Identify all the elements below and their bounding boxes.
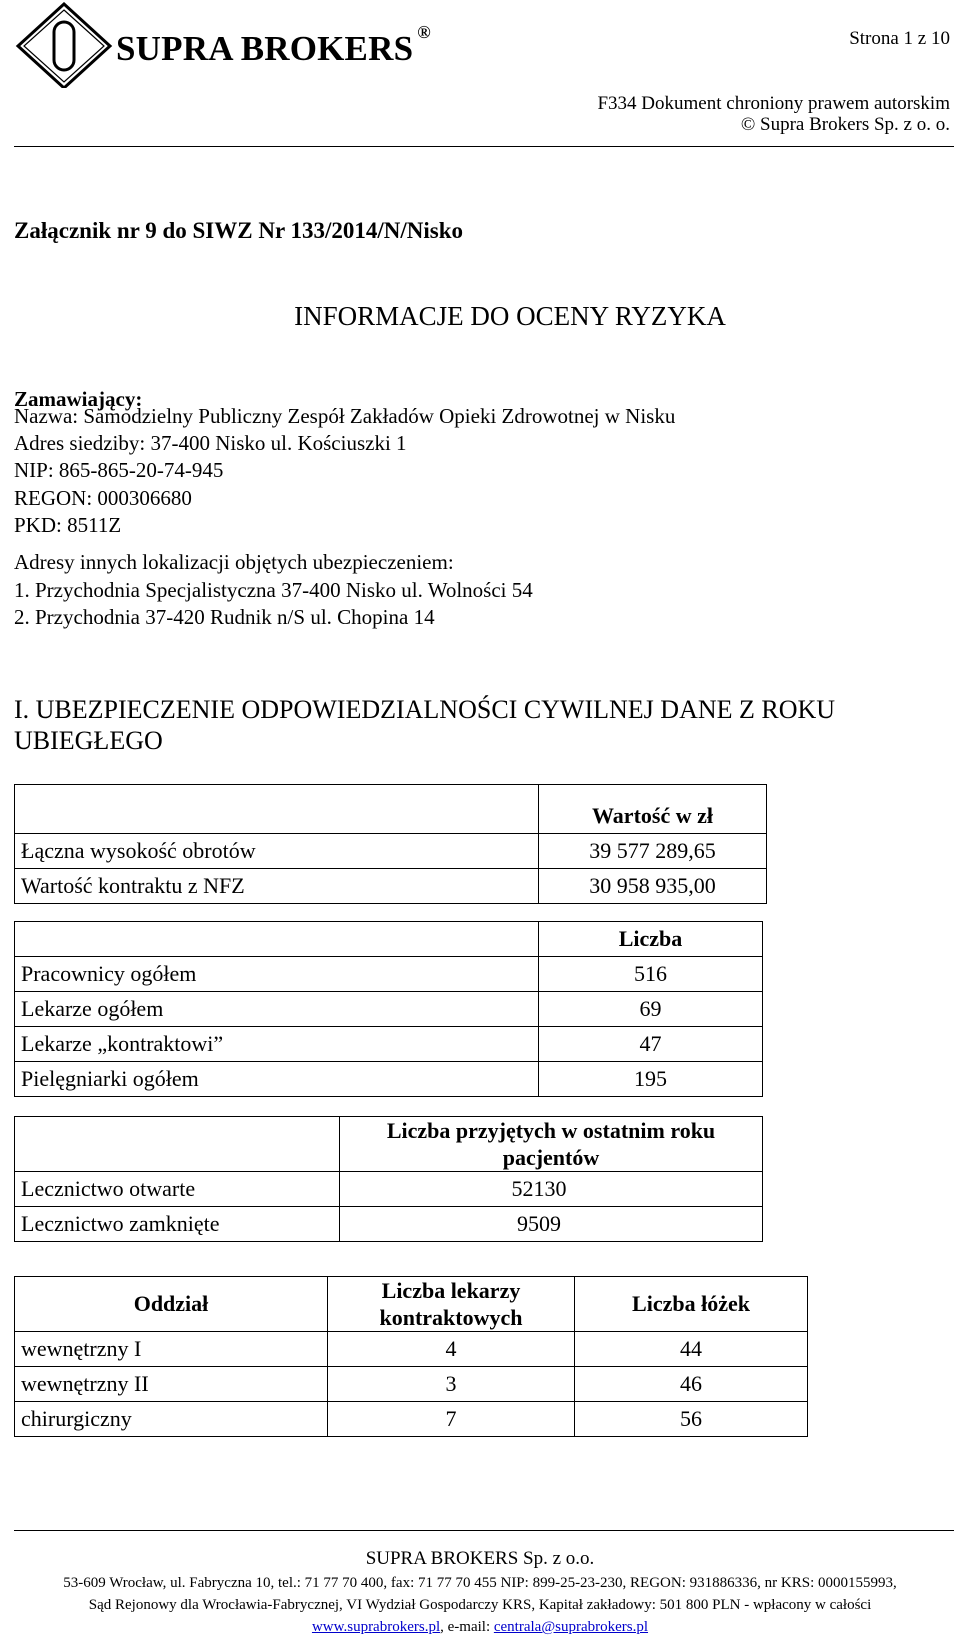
table-cell-value: 56 [575, 1402, 808, 1437]
registered-mark: ® [417, 22, 431, 42]
table-header: Liczba lekarzy kontraktowych [328, 1277, 575, 1332]
table-cell-label: wewnętrzny II [15, 1367, 328, 1402]
client-nip: NIP: 865-865-20-74-945 [14, 458, 224, 482]
footer-company: SUPRA BROKERS Sp. z o.o. [365, 1548, 595, 1569]
table-cell-empty [15, 1117, 340, 1172]
table-row [15, 1062, 763, 1097]
table-row [15, 1117, 763, 1172]
table-cell-value: 52130 [340, 1172, 763, 1207]
email-link[interactable]: centrala@suprabrokers.pl [493, 1619, 649, 1635]
table-cell-value: 44 [575, 1332, 808, 1367]
header-divider [14, 146, 954, 147]
table-row [15, 992, 763, 1027]
table-cell-label: wewnętrzny I [15, 1332, 328, 1367]
table-header: Oddział [15, 1277, 328, 1332]
location-item: 1. Przychodnia Specjalistyczna 37-400 Nisko ul. Wolności 54 [14, 578, 533, 602]
table-cell-value: 4 [328, 1332, 575, 1367]
copyright-notice: © Supra Brokers Sp. z o. o. [740, 114, 950, 135]
footer-divider [14, 1530, 954, 1531]
brand-name [116, 22, 431, 69]
table-cell-value: 195 [539, 1062, 763, 1097]
table-row [15, 1207, 763, 1242]
table-header: Wartość w zł [539, 785, 767, 834]
table-cell-empty [15, 922, 539, 957]
table-row [15, 834, 767, 869]
table-cell-label: Lekarze ogółem [15, 992, 539, 1027]
table-cell-value: 39 577 289,65 [539, 834, 767, 869]
table-cell-label: Wartość kontraktu z NFZ [15, 869, 539, 904]
table-row [15, 1277, 808, 1332]
locations-heading: Adresy innych lokalizacji objętych ubezpieczeniem: [14, 550, 454, 574]
website-link[interactable]: www.suprabrokers.pl [311, 1619, 441, 1635]
location-item: 2. Przychodnia 37-420 Rudnik n/S ul. Chopina 14 [14, 605, 435, 629]
client-heading: Zamawiający: [14, 387, 143, 411]
brand-name-text: SUPRA BROKERS [116, 29, 414, 68]
table-row [15, 869, 767, 904]
table-row [15, 1402, 808, 1437]
table-row [15, 1172, 763, 1207]
table-cell-value: 69 [539, 992, 763, 1027]
footer-contact [0, 1619, 960, 1636]
table-cell-value: 30 958 935,00 [539, 869, 767, 904]
client-address: Adres siedziby: 37-400 Nisko ul. Kościuszki 1 [14, 431, 407, 455]
table-row [15, 922, 763, 957]
section-heading: I. UBEZPIECZENIE ODPOWIEDZIALNOŚCI CYWILNEJ DANE Z ROKU UBIEGŁEGO [14, 695, 836, 755]
attachment-reference: Załącznik nr 9 do SIWZ Nr 133/2014/N/Nisko [14, 218, 464, 243]
client-pkd: PKD: 8511Z [14, 513, 122, 537]
table-row [15, 1332, 808, 1367]
table-cell-label: Lecznictwo otwarte [15, 1172, 340, 1207]
table-header: Liczba łóżek [575, 1277, 808, 1332]
table-cell-label: Lekarze „kontraktowi” [15, 1027, 539, 1062]
table-cell-empty [15, 785, 539, 834]
table-cell-value: 7 [328, 1402, 575, 1437]
client-name: Nazwa: Samodzielny Publiczny Zespół Zakładów Opieki Zdrowotnej w Nisku [14, 404, 676, 428]
staff-table [14, 921, 763, 1097]
table-cell-label: Pielęgniarki ogółem [15, 1062, 539, 1097]
document-id: F334 Dokument chroniony prawem autorskim [597, 93, 950, 114]
footer-registration: Sąd Rejonowy dla Wrocławia-Fabrycznej, VI Wydział Gospodarczy KRS, Kapitał zakładowy: 501 800 PLN - wpłacony w całości [88, 1597, 872, 1613]
table-row [15, 785, 767, 834]
page-title: INFORMACJE DO OCENY RYZYKA [294, 301, 726, 331]
table-cell-label: Lecznictwo zamknięte [15, 1207, 340, 1242]
table-cell-value: 46 [575, 1367, 808, 1402]
value-table [14, 784, 767, 904]
page-number: Strona 1 z 10 [849, 28, 950, 49]
table-row [15, 1367, 808, 1402]
email-label: , e-mail: [440, 1619, 494, 1635]
table-cell-label: Łączna wysokość obrotów [15, 834, 539, 869]
table-cell-label: Pracownicy ogółem [15, 957, 539, 992]
wards-table [14, 1276, 808, 1437]
table-cell-value: 3 [328, 1367, 575, 1402]
patients-table [14, 1116, 763, 1242]
table-cell-value: 516 [539, 957, 763, 992]
table-row [15, 957, 763, 992]
table-row [15, 1027, 763, 1062]
table-cell-value: 47 [539, 1027, 763, 1062]
client-regon: REGON: 000306680 [14, 486, 192, 510]
footer-address: 53-609 Wrocław, ul. Fabryczna 10, tel.: 71 77 70 400, fax: 71 77 70 455 NIP: 899-25-23-230, REGON: 931886336, nr KRS: 0000155993, [63, 1575, 897, 1591]
table-header: Liczba przyjętych w ostatnim roku pacjentów [340, 1117, 763, 1172]
table-header: Liczba [539, 922, 763, 957]
table-cell-value: 9509 [340, 1207, 763, 1242]
table-cell-label: chirurgiczny [15, 1402, 328, 1437]
